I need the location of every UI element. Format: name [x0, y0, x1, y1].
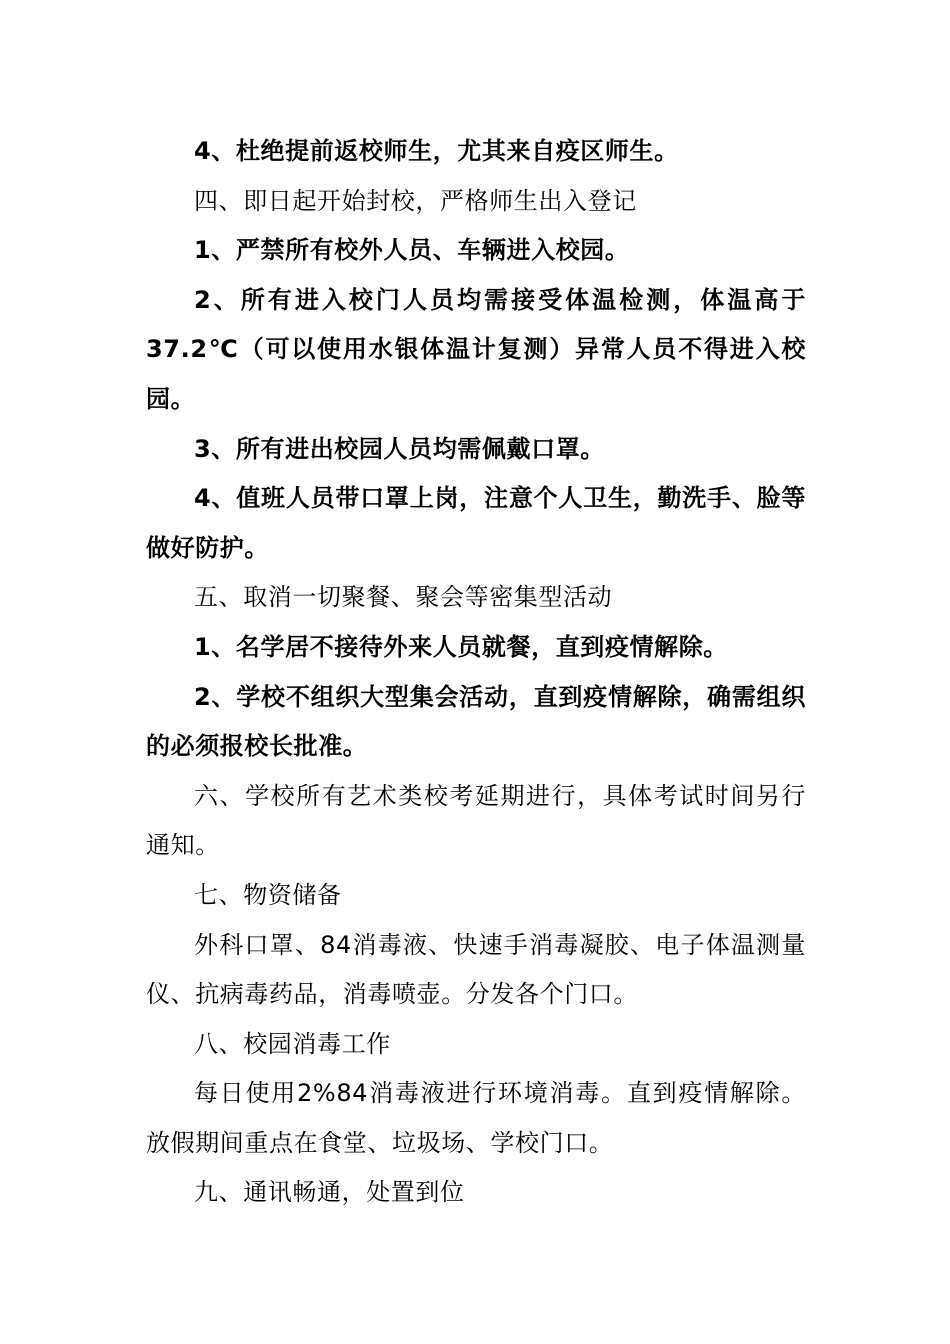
- section-heading-7-supplies: 七、物资储备: [194, 880, 342, 909]
- paragraph-item-2-no-assemblies: 2、学校不组织大型集会活动，直到疫情解除，确需组织的必须报校长批准。: [146, 682, 806, 761]
- paragraph-supplies-list: 外科口罩、84消毒液、快速手消毒凝胶、电子体温测量仪、抗病毒药品，消毒喷壶。分发各个门口。: [146, 930, 806, 1009]
- paragraph-item-1-no-outsiders: 1、严禁所有校外人员、车辆进入校园。: [194, 236, 630, 265]
- paragraph-item-4-duty-staff: 4、值班人员带口罩上岗，注意个人卫生，勤洗手、脸等做好防护。: [146, 484, 806, 562]
- paragraph-disinfection-detail: 每日使用2%84消毒液进行环境消毒。直到疫情解除。放假期间重点在食堂、垃圾场、学校门口。: [146, 1079, 806, 1157]
- document-body: [146, 127, 806, 1218]
- section-heading-8-disinfection: 八、校园消毒工作: [194, 1029, 391, 1058]
- paragraph-item-1-no-dining: 1、名学居不接待外来人员就餐，直到疫情解除。: [194, 632, 728, 661]
- paragraph-item-2-temperature-check: 2、所有进入校门人员均需接受体温检测，体温高于37.2℃（可以使用水银体温计复测）异常人员不得进入校园。: [146, 285, 806, 413]
- paragraph-item-3-wear-masks: 3、所有进出校园人员均需佩戴口罩。: [194, 434, 605, 463]
- section-heading-4-close-campus: 四、即日起开始封校，严格师生出入登记: [194, 186, 637, 215]
- paragraph-item-4-no-early-return: 4、杜绝提前返校师生，尤其来自疫区师生。: [194, 137, 679, 165]
- section-heading-5-cancel-gatherings: 五、取消一切聚餐、聚会等密集型活动: [194, 583, 613, 612]
- section-heading-6-art-exams: 六、学校所有艺术类校考延期进行，具体考试时间另行通知。: [146, 781, 806, 860]
- section-heading-9-communication: 九、通讯畅通，处置到位: [194, 1178, 465, 1207]
